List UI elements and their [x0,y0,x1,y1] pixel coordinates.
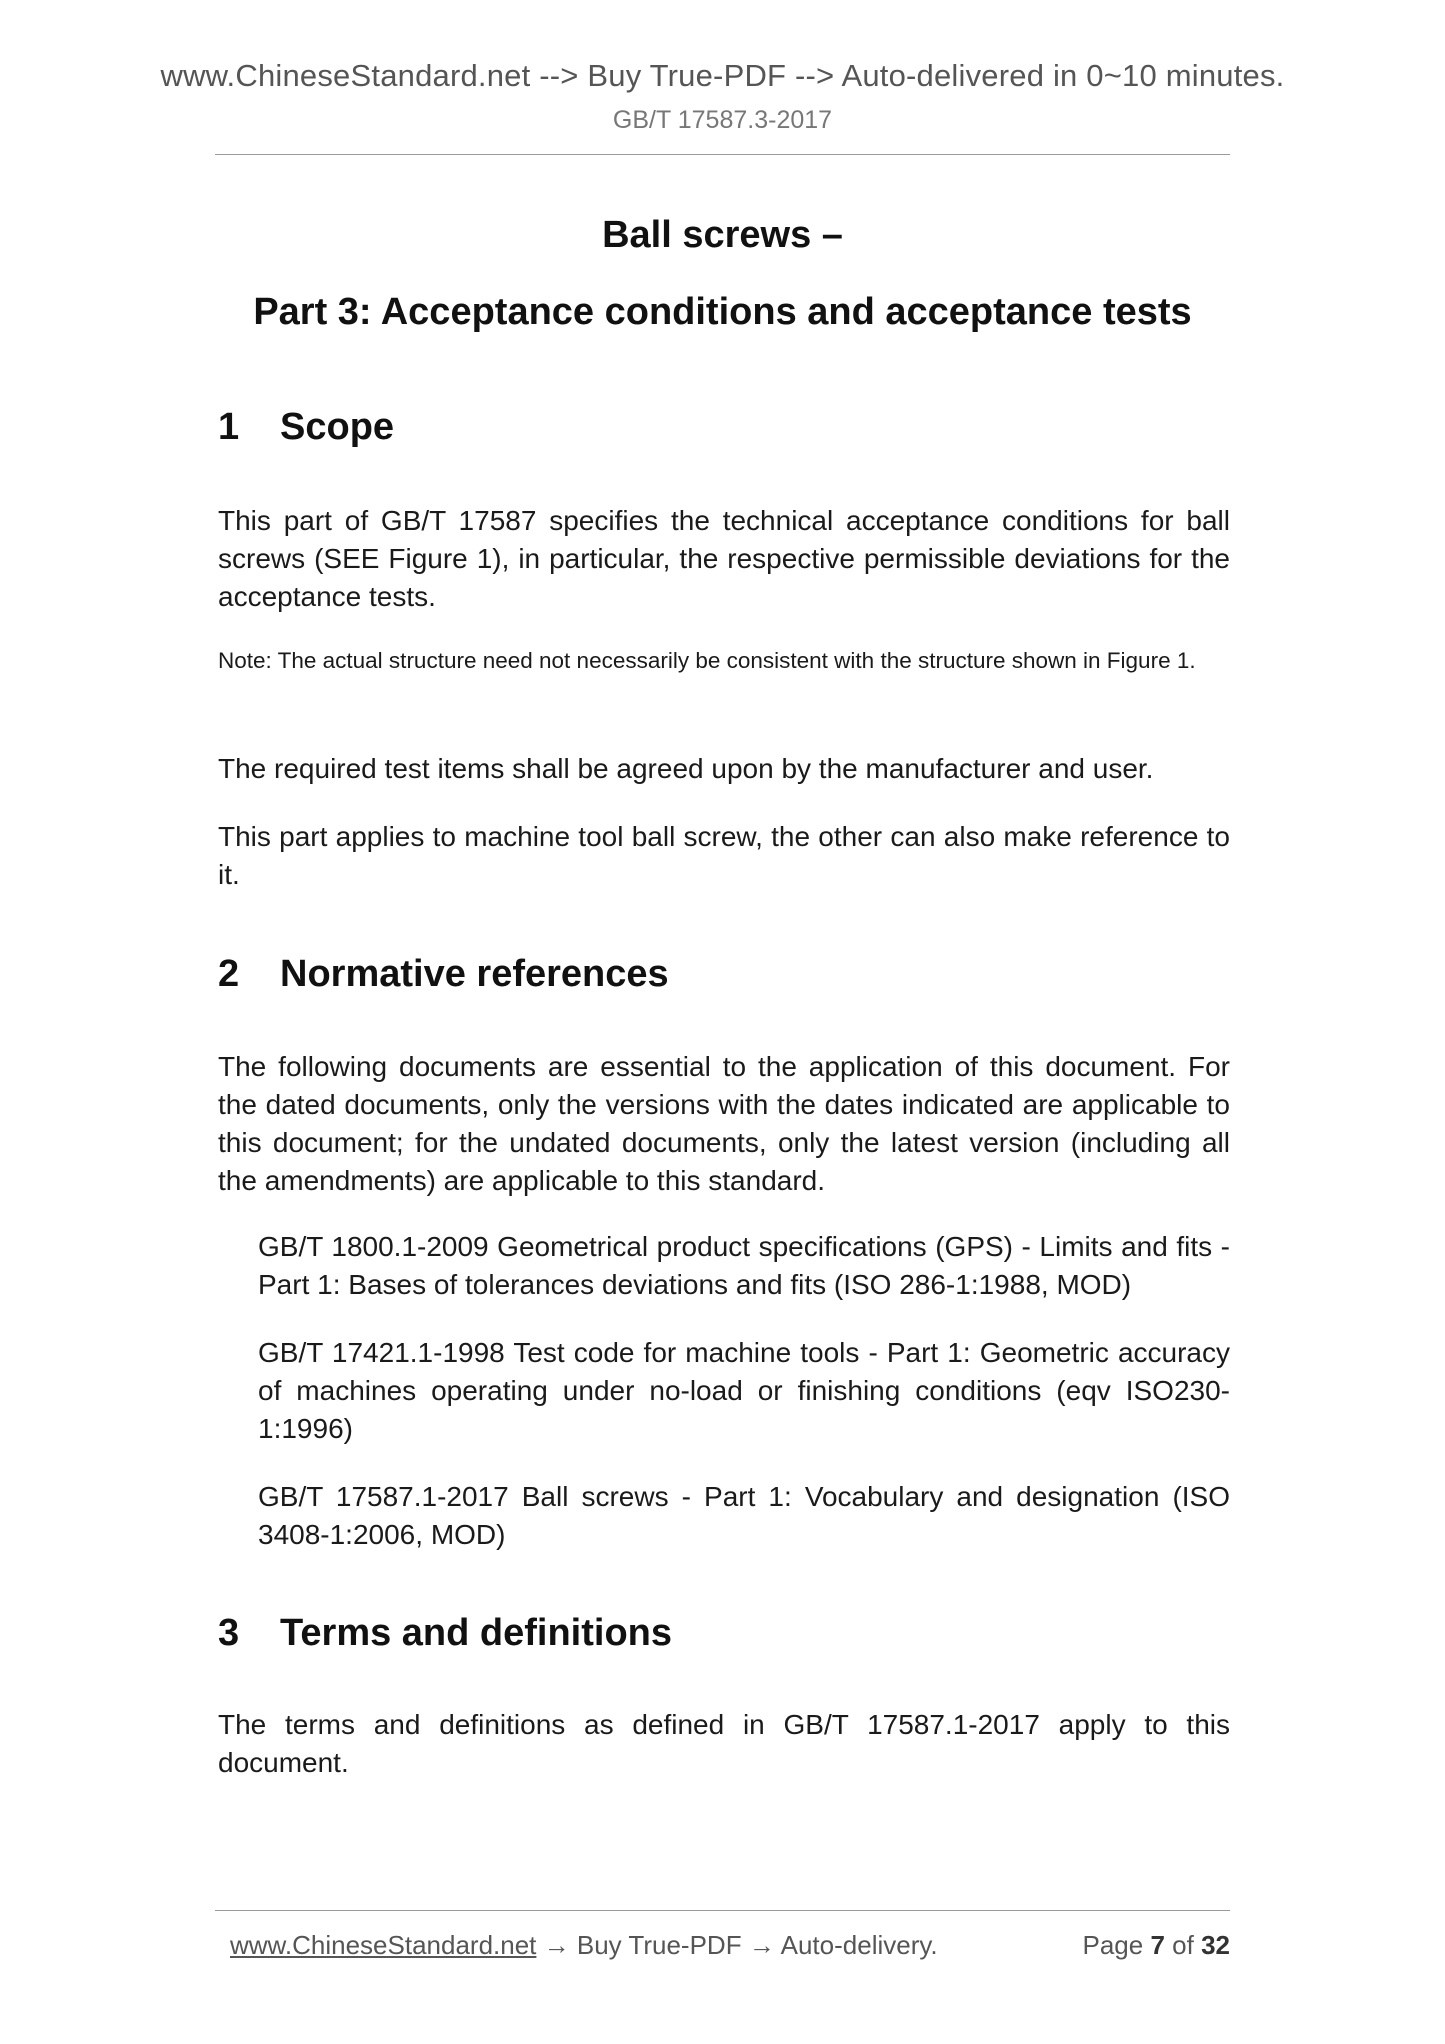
page-of: of [1172,1930,1194,1960]
header-divider [215,154,1230,155]
section-number: 3 [218,1612,240,1654]
document-subtitle: Part 3: Acceptance conditions and acceptance tests [253,291,1192,333]
footer-buy-text: Buy True-PDF [576,1930,742,1960]
reference-item: GB/T 17587.1-2017 Ball screws - Part 1: Vocabulary and designation (ISO 3408-1:2006, MOD) [258,1481,1230,1550]
section-title: Terms and definitions [280,1612,673,1654]
footer-delivery-text: Auto-delivery. [780,1930,938,1960]
scope-note: Note: The actual structure need not necessarily be consistent with the structure shown in Figure 1. [218,648,1196,673]
header-banner: www.ChineseStandard.net --> Buy True-PDF --> Auto-delivered in 0~10 minutes. [160,58,1285,93]
page-number [1082,1930,1230,1961]
reference-item: GB/T 1800.1-2009 Geometrical product specifications (GPS) - Limits and fits - Part 1: Bases of tolerances deviations and fits (ISO 286-1:1988, MOD) [258,1231,1230,1300]
section-heading-normative-references [218,953,669,996]
terms-paragraph: The terms and definitions as defined in GB/T 17587.1-2017 apply to this document. [218,1709,1230,1778]
footer-website-link[interactable]: www.ChineseStandard.net [230,1930,537,1960]
page-label: Page [1082,1930,1144,1960]
scope-test-items-paragraph: The required test items shall be agreed upon by the manufacturer and user. [218,753,1154,784]
footer-promo [230,1930,938,1961]
section-number: 1 [218,406,240,448]
section-heading-terms-and-definitions [218,1612,672,1655]
arrow-icon: → [543,1930,570,1960]
scope-paragraph: This part of GB/T 17587 specifies the technical acceptance conditions for ball screws (SEE Figure 1), in particular, the respective permissible deviations for the acceptance tests. [218,505,1230,612]
section-title: Normative references [280,953,669,995]
footer-divider [215,1910,1230,1911]
document-title: Ball screws – [602,214,843,256]
normative-references-paragraph: The following documents are essential to the application of this document. For the dated documents, only the versions with the dates indicated are applicable to this document; for the undated documents, only the latest version (including all the amendments) are applicable to this standard. [218,1051,1230,1196]
scope-application-paragraph: This part applies to machine tool ball screw, the other can also make reference to it. [218,821,1230,890]
reference-item: GB/T 17421.1-1998 Test code for machine tools - Part 1: Geometric accuracy of machines operating under no-load or finishing conditions (eqv ISO230-1:1996) [258,1337,1230,1444]
header-standard-number: GB/T 17587.3-2017 [612,106,833,134]
page-total: 32 [1201,1930,1230,1960]
arrow-icon: → [748,1930,775,1960]
page-current: 7 [1150,1930,1165,1960]
section-number: 2 [218,953,240,995]
section-heading-scope [218,406,394,449]
section-title: Scope [280,406,395,448]
